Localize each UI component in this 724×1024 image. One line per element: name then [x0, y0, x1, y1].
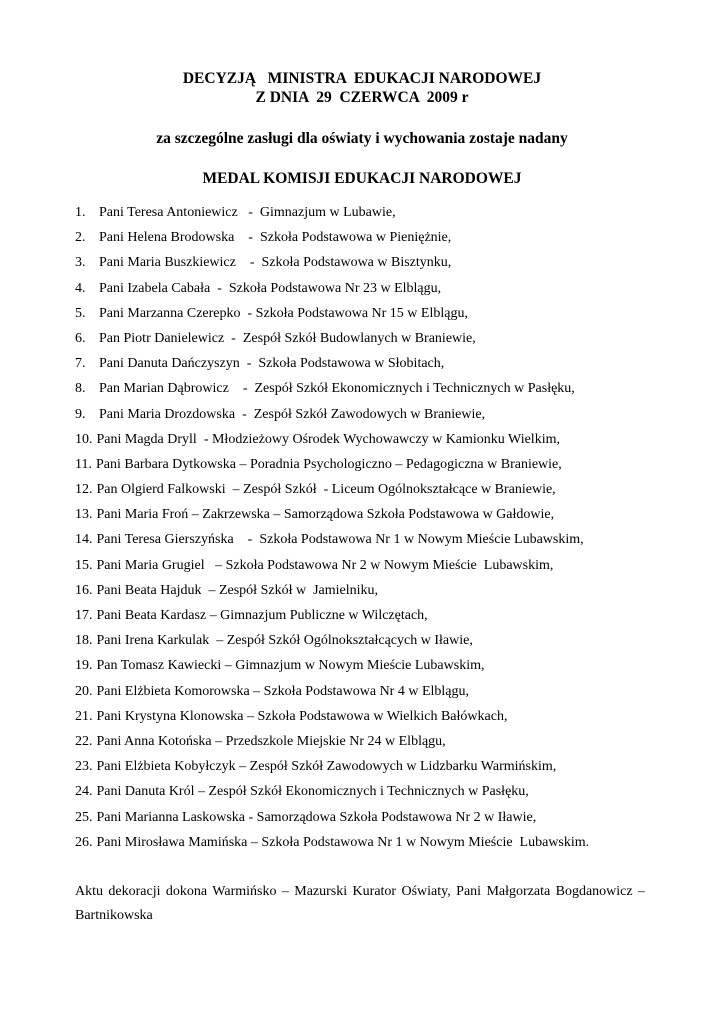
item-text: Pani Mirosława Mamińska – Szkoła Podstawowa Nr 1 w Nowym Mieście Lubawskim.	[96, 834, 590, 850]
item-text: Pani Danuta Dańczyszyn - Szkoła Podstawowa w Słobitach,	[99, 356, 445, 372]
item-number: 11.	[75, 456, 92, 472]
item-text: Pan Tomasz Kawiecki – Gimnazjum w Nowym Mieście Lubawskim,	[96, 658, 485, 674]
list-item	[75, 707, 589, 732]
list-item	[75, 455, 589, 480]
item-number: 1.	[75, 205, 86, 220]
item-text: Pani Elżbieta Komorowska – Szkoła Podstawowa Nr 4 w Elblągu,	[96, 683, 469, 699]
item-text: Pani Magda Dryll - Młodzieżowy Ośrodek Wychowawczy w Kamionku Wielkim,	[96, 431, 560, 447]
item-number: 9.	[75, 406, 86, 422]
item-text: Pani Anna Kotońska – Przedszkole Miejskie Nr 24 w Elblągu,	[96, 733, 446, 749]
item-text: Pani Irena Karkulak – Zespół Szkół Ogólnokształcących w Iławie,	[96, 633, 473, 649]
list-item	[75, 253, 589, 278]
list-item	[75, 606, 589, 631]
list-item	[75, 808, 589, 833]
list-item	[75, 203, 589, 228]
list-item	[75, 581, 589, 606]
item-number: 21.	[75, 708, 93, 724]
list-item	[75, 833, 589, 858]
item-number: 7.	[75, 356, 86, 372]
title-line-2: Z DNIA 29 CZERWCA 2009 r	[255, 89, 469, 106]
item-number: 10.	[75, 431, 93, 447]
item-text: Pani Maria Froń – Zakrzewska – Samorządowa Szkoła Podstawowa w Gałdowie,	[96, 507, 555, 523]
item-number: 24.	[75, 784, 93, 800]
item-text: Pani Maria Buszkiewicz - Szkoła Podstawowa w Bisztynku,	[99, 255, 452, 271]
item-number: 2.	[75, 230, 86, 246]
list-item	[75, 354, 589, 379]
footer-note: Aktu dekoracji dokona Warmińsko – Mazurski Kurator Oświaty, Pani Małgorzata Bogdanowicz – Bartnikowska	[75, 884, 645, 923]
item-number: 12.	[75, 482, 93, 498]
item-number: 25.	[75, 809, 93, 825]
item-number: 6.	[75, 330, 86, 346]
item-number: 23.	[75, 759, 93, 775]
item-number: 15.	[75, 557, 93, 573]
list-item	[75, 329, 589, 354]
item-number: 14.	[75, 532, 93, 548]
item-text: Pan Olgierd Falkowski – Zespół Szkół - Liceum Ogólnokształcące w Braniewie,	[96, 482, 556, 498]
item-number: 16.	[75, 582, 93, 598]
list-item	[75, 430, 589, 455]
item-text: Pani Barbara Dytkowska – Poradnia Psychologiczno – Pedagogiczna w Braniewie,	[95, 456, 562, 472]
item-text: Pani Maria Grugiel – Szkoła Podstawowa Nr 2 w Nowym Mieście Lubawskim,	[96, 557, 554, 573]
item-number: 18.	[75, 633, 93, 649]
item-text: Pani Izabela Cabała - Szkoła Podstawowa Nr 23 w Elblągu,	[99, 280, 442, 296]
item-text: Pani Teresa Gierszyńska - Szkoła Podstawowa Nr 1 w Nowym Mieście Lubawskim,	[96, 532, 584, 548]
item-text: Pani Maria Drozdowska - Zespół Szkół Zawodowych w Braniewie,	[99, 406, 486, 422]
item-text: Pani Helena Brodowska - Szkoła Podstawowa w Pieniężnie,	[99, 230, 452, 246]
item-number: 3.	[75, 255, 86, 271]
medal-heading: MEDAL KOMISJI EDUKACJI NARODOWEJ	[202, 170, 522, 187]
item-number: 19.	[75, 658, 93, 674]
list-item	[75, 228, 589, 253]
item-number: 17.	[75, 608, 93, 623]
list-item	[75, 556, 589, 581]
awardee-list	[75, 203, 589, 858]
item-text: Pani Danuta Król – Zespół Szkół Ekonomicznych i Technicznych w Pasłęku,	[96, 784, 529, 800]
list-item	[75, 379, 589, 404]
list-item	[75, 631, 589, 656]
list-item	[75, 279, 589, 304]
list-item	[75, 505, 589, 530]
list-item	[75, 304, 589, 329]
list-item	[75, 757, 589, 782]
title-line-1: DECYZJĄ MINISTRA EDUKACJI NARODOWEJ	[182, 70, 542, 87]
item-number: 13.	[75, 507, 93, 523]
item-text: Pani Teresa Antoniewicz - Gimnazjum w Lubawie,	[99, 205, 396, 220]
list-item	[75, 405, 589, 430]
item-number: 5.	[75, 305, 86, 321]
list-item	[75, 530, 589, 555]
item-text: Pani Beata Kardasz – Gimnazjum Publiczne w Wilczętach,	[96, 608, 428, 623]
list-item	[75, 682, 589, 707]
item-text: Pani Beata Hajduk – Zespół Szkół w Jamielniku,	[96, 582, 379, 598]
list-item	[75, 480, 589, 505]
item-number: 20.	[75, 683, 93, 699]
item-number: 22.	[75, 733, 93, 749]
list-item	[75, 656, 589, 681]
list-item	[75, 782, 589, 807]
list-item	[75, 732, 589, 757]
item-number: 4.	[75, 280, 86, 296]
item-text: Pan Piotr Danielewicz - Zespół Szkół Budowlanych w Braniewie,	[99, 330, 476, 346]
item-text: Pani Marianna Laskowska - Samorządowa Szkoła Podstawowa Nr 2 w Iławie,	[96, 809, 537, 825]
subtitle: za szczególne zasługi dla oświaty i wychowania zostaje nadany	[156, 130, 568, 147]
item-number: 26.	[75, 834, 93, 850]
item-number: 8.	[75, 381, 86, 397]
item-text: Pan Marian Dąbrowicz - Zespół Szkół Ekonomicznych i Technicznych w Pasłęku,	[99, 381, 575, 397]
item-text: Pani Krystyna Klonowska – Szkoła Podstawowa w Wielkich Bałówkach,	[96, 708, 508, 724]
item-text: Pani Marzanna Czerepko - Szkoła Podstawowa Nr 15 w Elblągu,	[99, 305, 468, 321]
item-text: Pani Elżbieta Kobyłczyk – Zespół Szkół Zawodowych w Lidzbarku Warmińskim,	[96, 759, 557, 775]
